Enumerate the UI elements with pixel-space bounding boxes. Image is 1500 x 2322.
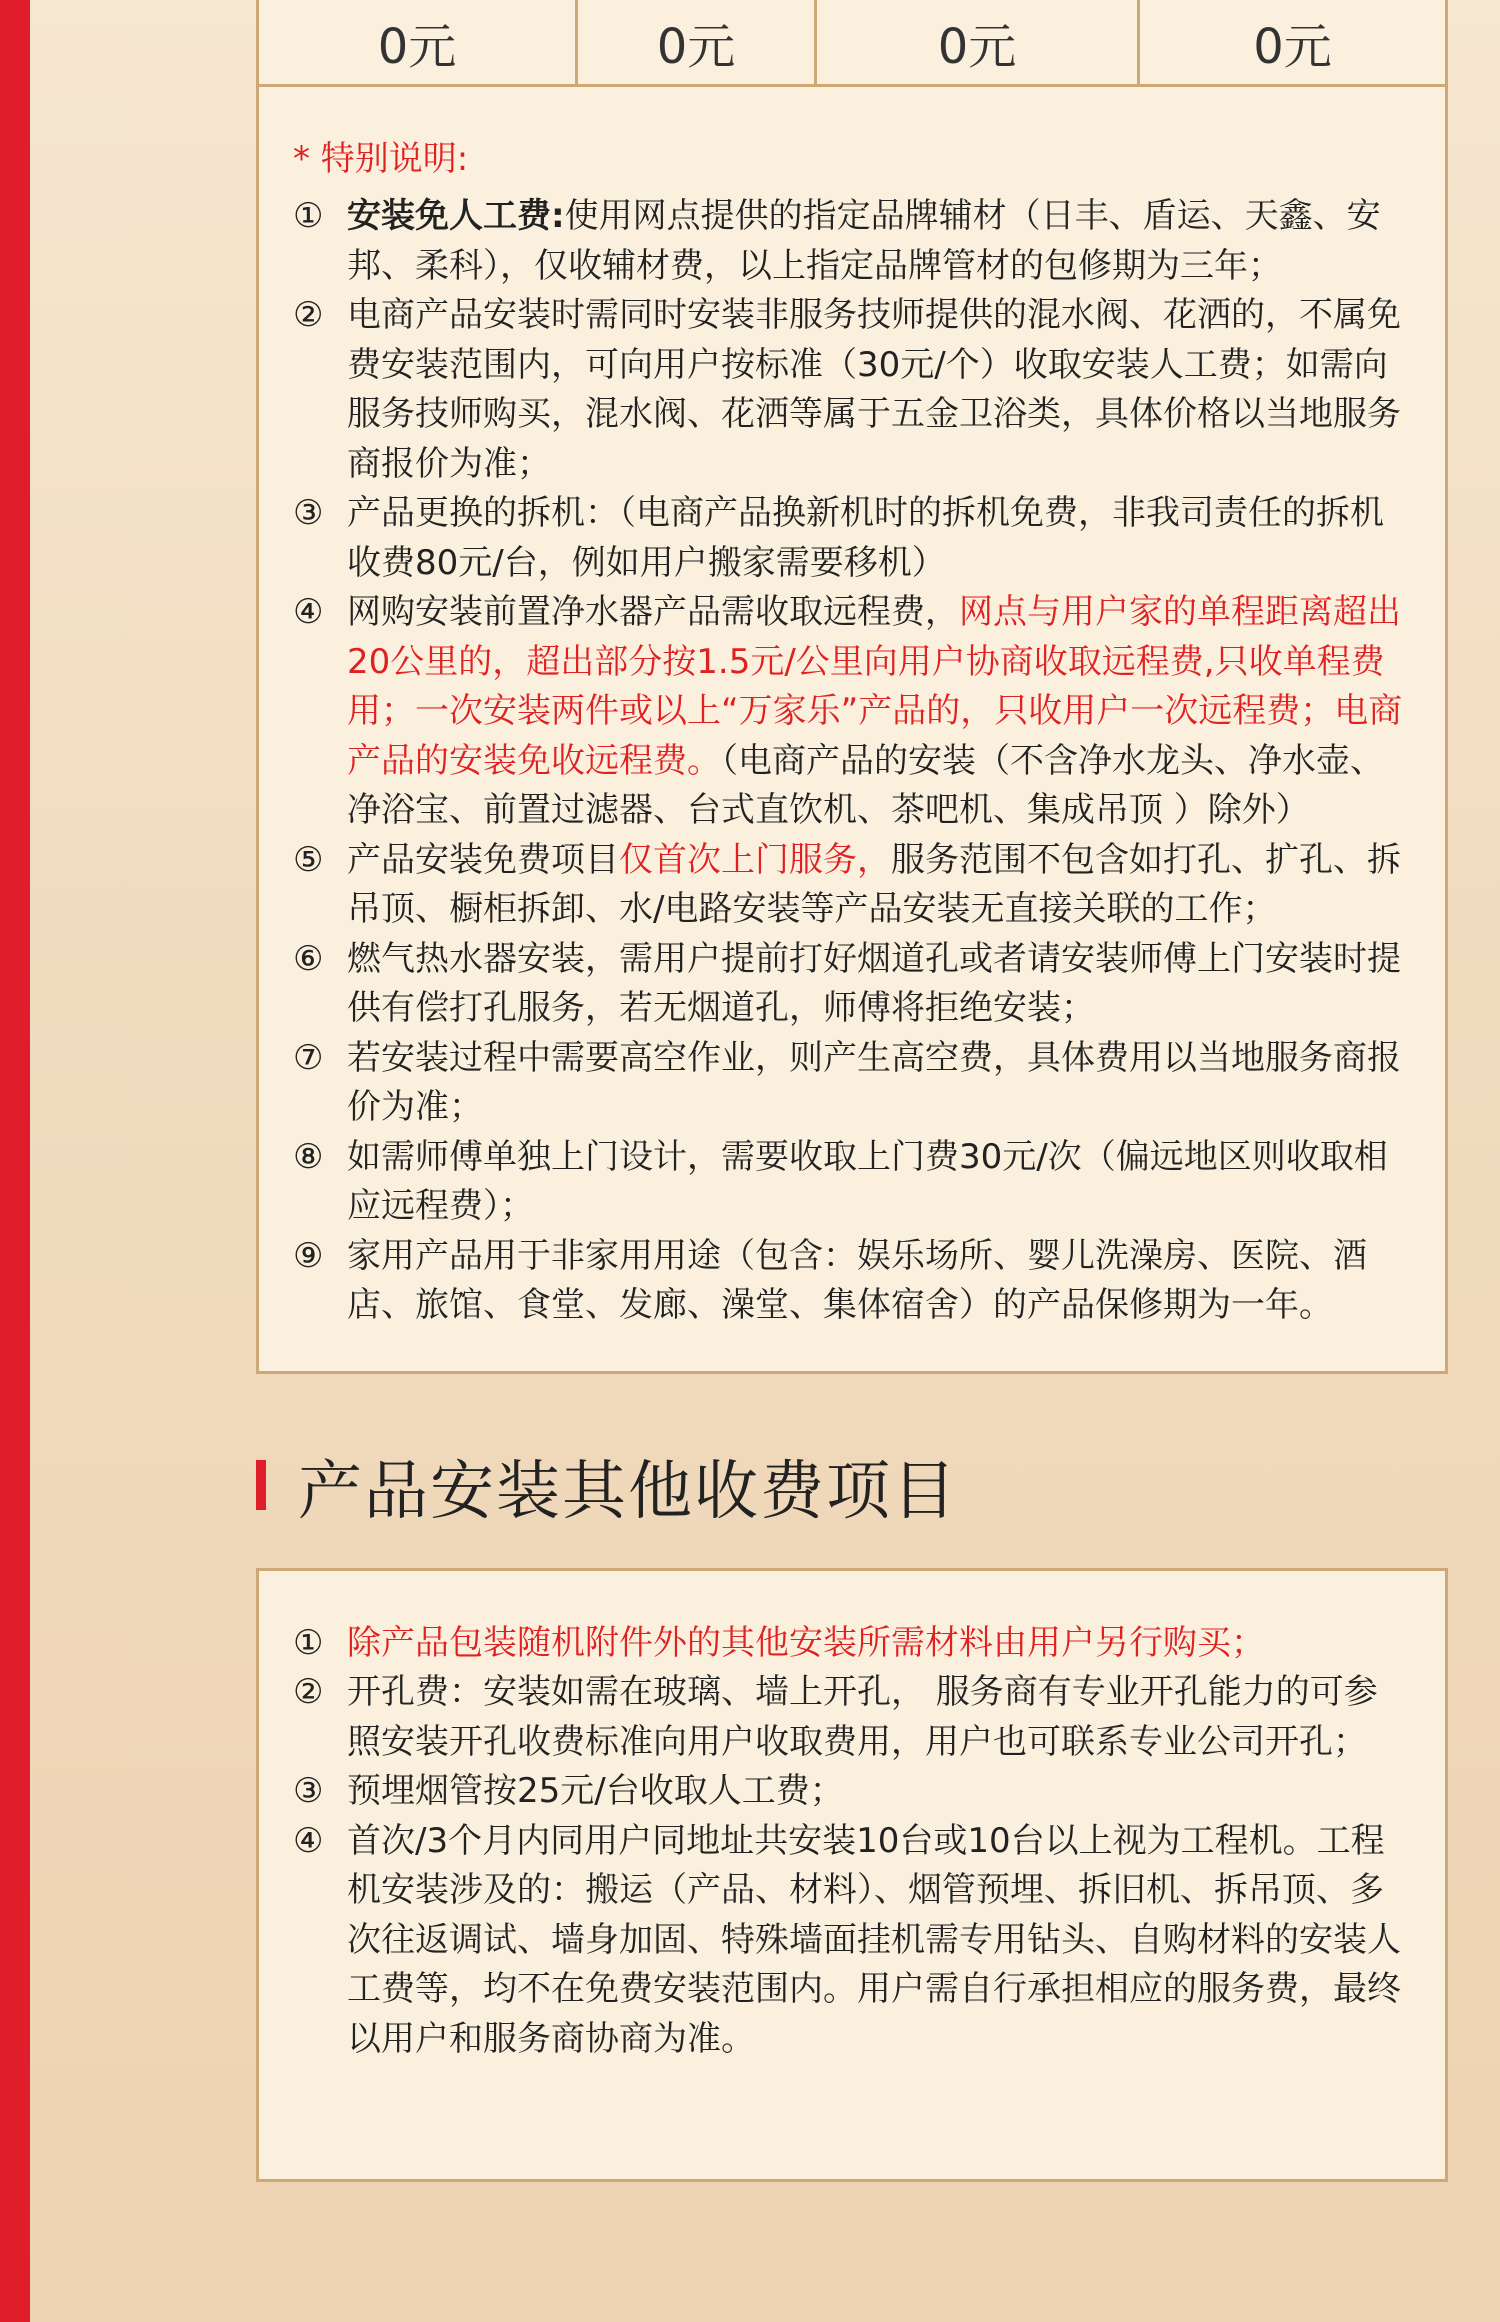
item-number: ④ (293, 592, 324, 632)
item-number: ① (293, 196, 324, 236)
item-text: 若安装过程中需要高空作业，则产生高空费，具体费用以当地服务商报价为准； (347, 1037, 1401, 1127)
special-note-item (293, 1034, 1411, 1133)
price-cell: 0元 (259, 0, 578, 84)
item-text: 使用网点提供的指定品牌辅材（日丰、盾运、天鑫、安邦、柔科），仅收辅材费，以上指定品牌管材的包修期为三年； (347, 196, 1381, 286)
other-fees-box (256, 1568, 1448, 2182)
special-notes-list (293, 192, 1411, 1331)
left-red-strip (0, 0, 30, 2322)
special-note-item (293, 192, 1411, 291)
special-note-item (293, 836, 1411, 935)
item-number: ② (293, 1672, 324, 1712)
special-notes-box (256, 87, 1448, 1374)
item-number: ③ (293, 1771, 324, 1811)
item-text: 首次/3个月内同用户同地址共安装10台或10台以上视为工程机。工程机安装涉及的：搬运（产品、材料）、烟管预埋、拆旧机、拆吊顶、多次往返调试、墙身加固、特殊墙面挂机需专用钻头、自购材料的安装人工费等，均不在免费安装范围内。用户需自行承担相应的服务费，最终以用户和服务商协商为准。 (347, 1820, 1401, 2059)
item-text: 预埋烟管按25元/台收取人工费； (347, 1771, 844, 1811)
price-table-row (256, 0, 1448, 87)
item-text: 产品更换的拆机：（电商产品换新机时的拆机免费，非我司责任的拆机收费80元/台，例如用户搬家需要移机） (347, 493, 1384, 583)
price-cell: 0元 (817, 0, 1140, 84)
other-fee-item (293, 1817, 1411, 2065)
item-highlight-text: 网点与用户家的单程距离超出20公里的，超出部分按1.5元/公里向用户协商收取远程费,只收单程费用；一次安装两件或以上“万家乐”产品的，只收用户一次远程费；电商产品的安装免收远程费。 (347, 592, 1403, 781)
item-number: ① (293, 1622, 324, 1663)
content-column (256, 0, 1448, 2182)
section-accent-bar (256, 1460, 266, 1510)
item-text: 服务范围不包含如打孔、扩孔、拆吊顶、橱柜拆卸、水/电路安装等产品安装无直接关联的工作； (347, 839, 1401, 929)
item-highlight-text: 仅首次上门服务， (619, 839, 891, 880)
special-note-item (293, 935, 1411, 1034)
item-number: ⑤ (293, 839, 324, 880)
item-text: 开孔费：安装如需在玻璃、墙上开孔， 服务商有专业开孔能力的可参照安装开孔收费标准向用户收取费用，用户也可联系专业公司开孔； (347, 1672, 1378, 1762)
section-header (256, 1374, 1448, 1568)
item-number: ② (293, 295, 324, 335)
other-fee-item (293, 1619, 1411, 1669)
item-heading: 安装免人工费: (347, 196, 565, 236)
item-number: ⑨ (293, 1235, 324, 1276)
other-fee-item (293, 1668, 1411, 1767)
item-text: 家用产品用于非家用用途（包含：娱乐场所、婴儿洗澡房、医院、酒店、旅馆、食堂、发廊、澡堂、集体宿舍）的产品保修期为一年。 (347, 1235, 1367, 1325)
item-text: （电商产品的安装（不含净水龙头、净水壶、净浴宝、前置过滤器、台式直饮机、茶吧机、集成吊顶 ）除外） (347, 740, 1384, 830)
item-text: 网购安装前置净水器产品需收取远程费， (347, 592, 959, 632)
section-title: 产品安装其他收费项目 (298, 1454, 958, 1529)
item-text: 燃气热水器安装，需用户提前打好烟道孔或者请安装师傅上门安装时提供有偿打孔服务，若无烟道孔，师傅将拒绝安装； (347, 938, 1401, 1028)
special-note-item (293, 588, 1411, 836)
item-number: ⑦ (293, 1037, 324, 1078)
item-highlight-text: 除产品包装随机附件外的其他安装所需材料由用户另行购买； (347, 1622, 1265, 1663)
item-text: 如需师傅单独上门设计，需要收取上门费30元/次（偏远地区则收取相应远程费）； (347, 1136, 1388, 1226)
item-text: 电商产品安装时需同时安装非服务技师提供的混水阀、花洒的，不属免费安装范围内，可向用户按标准（30元/个）收取安装人工费；如需向服务技师购买，混水阀、花洒等属于五金卫浴类，具体价格以当地服务商报价为准； (347, 295, 1401, 484)
other-fee-item (293, 1767, 1411, 1817)
special-note-item (293, 489, 1411, 588)
special-notes-title: * 特别说明: (293, 139, 469, 179)
special-note-item (293, 291, 1411, 489)
item-number: ③ (293, 493, 324, 533)
other-fees-list (293, 1619, 1411, 2065)
special-note-item (293, 1232, 1411, 1331)
item-number: ⑥ (293, 938, 324, 979)
item-number: ⑧ (293, 1136, 324, 1177)
item-text: 产品安装免费项目 (347, 839, 619, 880)
special-note-item (293, 1133, 1411, 1232)
price-cell: 0元 (1253, 18, 1332, 75)
item-number: ④ (293, 1820, 324, 1861)
price-cell: 0元 (578, 0, 817, 84)
